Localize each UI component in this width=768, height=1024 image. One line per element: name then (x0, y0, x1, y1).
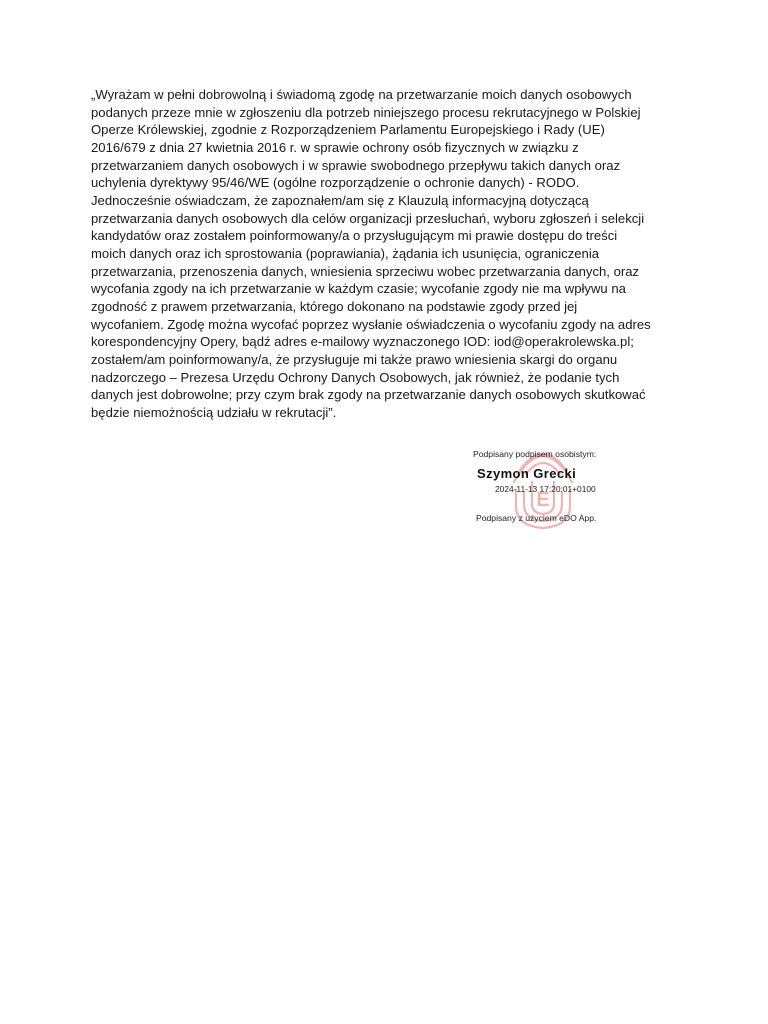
consent-line: danych jest dobrowolne; przy czym brak zgody na przetwarzanie danych osobowych skutkować (91, 387, 646, 403)
consent-line: 2016/679 z dnia 27 kwietnia 2016 r. w sprawie ochrony osób fizycznych w związku z (91, 139, 579, 155)
consent-line: przetwarzaniem danych osobowych i w sprawie swobodnego przepływu takich danych oraz (91, 157, 621, 173)
consent-line: uchylenia dyrektywy 95/46/WE (ogólne rozporządzenie o ochronie danych) - RODO. (91, 175, 580, 191)
consent-line: będzie niemożnością udziału w rekrutacji”. (91, 404, 337, 420)
gdpr-consent-text (91, 86, 691, 421)
consent-line: korespondencyjny Opery, bądź adres e-mailowy wyznaczonego IOD: iod@operakrolewska.pl; (91, 334, 634, 350)
consent-line: moich danych oraz ich sprostowania (poprawiania), żądania ich usunięcia, ograniczenia (91, 245, 600, 261)
signature-datetime: 2024-11-13 17:20:01+0100 (495, 484, 596, 494)
consent-line: przetwarzania, przenoszenia danych, wniesienia sprzeciwu wobec przetwarzania danych, oraz (91, 263, 640, 279)
consent-line: nadzorczego – Prezesa Urzędu Ochrony Danych Osobowych, jak również, że podanie tych (91, 369, 620, 385)
consent-line: Operze Królewskiej, zgodnie z Rozporządzeniem Parlamentu Europejskiego i Rady (UE) (91, 122, 605, 138)
electronic-signature-block (462, 440, 622, 540)
consent-line: „Wyrażam w pełni dobrowolną i świadomą zgodę na przetwarzanie moich danych osobowych (91, 87, 632, 102)
signature-label: Podpisany podpisem osobistym: (473, 449, 597, 459)
consent-line: wycofaniem. Zgodę można wycofać poprzez wysłanie oświadczenia o wycofaniu zgody na adres (91, 316, 651, 332)
signer-name: Szymon Grecki (477, 466, 577, 481)
consent-line: przetwarzania danych osobowych dla celów organizacji przesłuchań, wyboru zgłoszeń i selekcji (91, 210, 645, 226)
consent-line: podanych przeze mnie w zgłoszeniu dla potrzeb niniejszego procesu rekrutacyjnego w Polskiej (91, 104, 641, 120)
consent-line: zostałem/am poinformowany/a, że przysługuje mi także prawo wniesienia skargi do organu (91, 351, 618, 367)
svg-text:E: E (536, 489, 550, 511)
consent-line: Jednocześnie oświadczam, że zapoznałem/am się z Klauzulą informacyjną dotyczącą (91, 192, 589, 208)
consent-line: kandydatów oraz zostałem poinformowany/a o przysługującym mi prawie dostępu do treści (91, 228, 618, 244)
consent-line: wycofania zgody na ich przetwarzanie w każdym czasie; wycofanie zgody nie ma wpływu na (91, 281, 626, 297)
signature-app-note: Podpisany z użyciem eDO App. (476, 513, 597, 523)
consent-line: zgodność z prawem przetwarzania, którego dokonano na podstawie zgody przed jej (91, 298, 578, 314)
